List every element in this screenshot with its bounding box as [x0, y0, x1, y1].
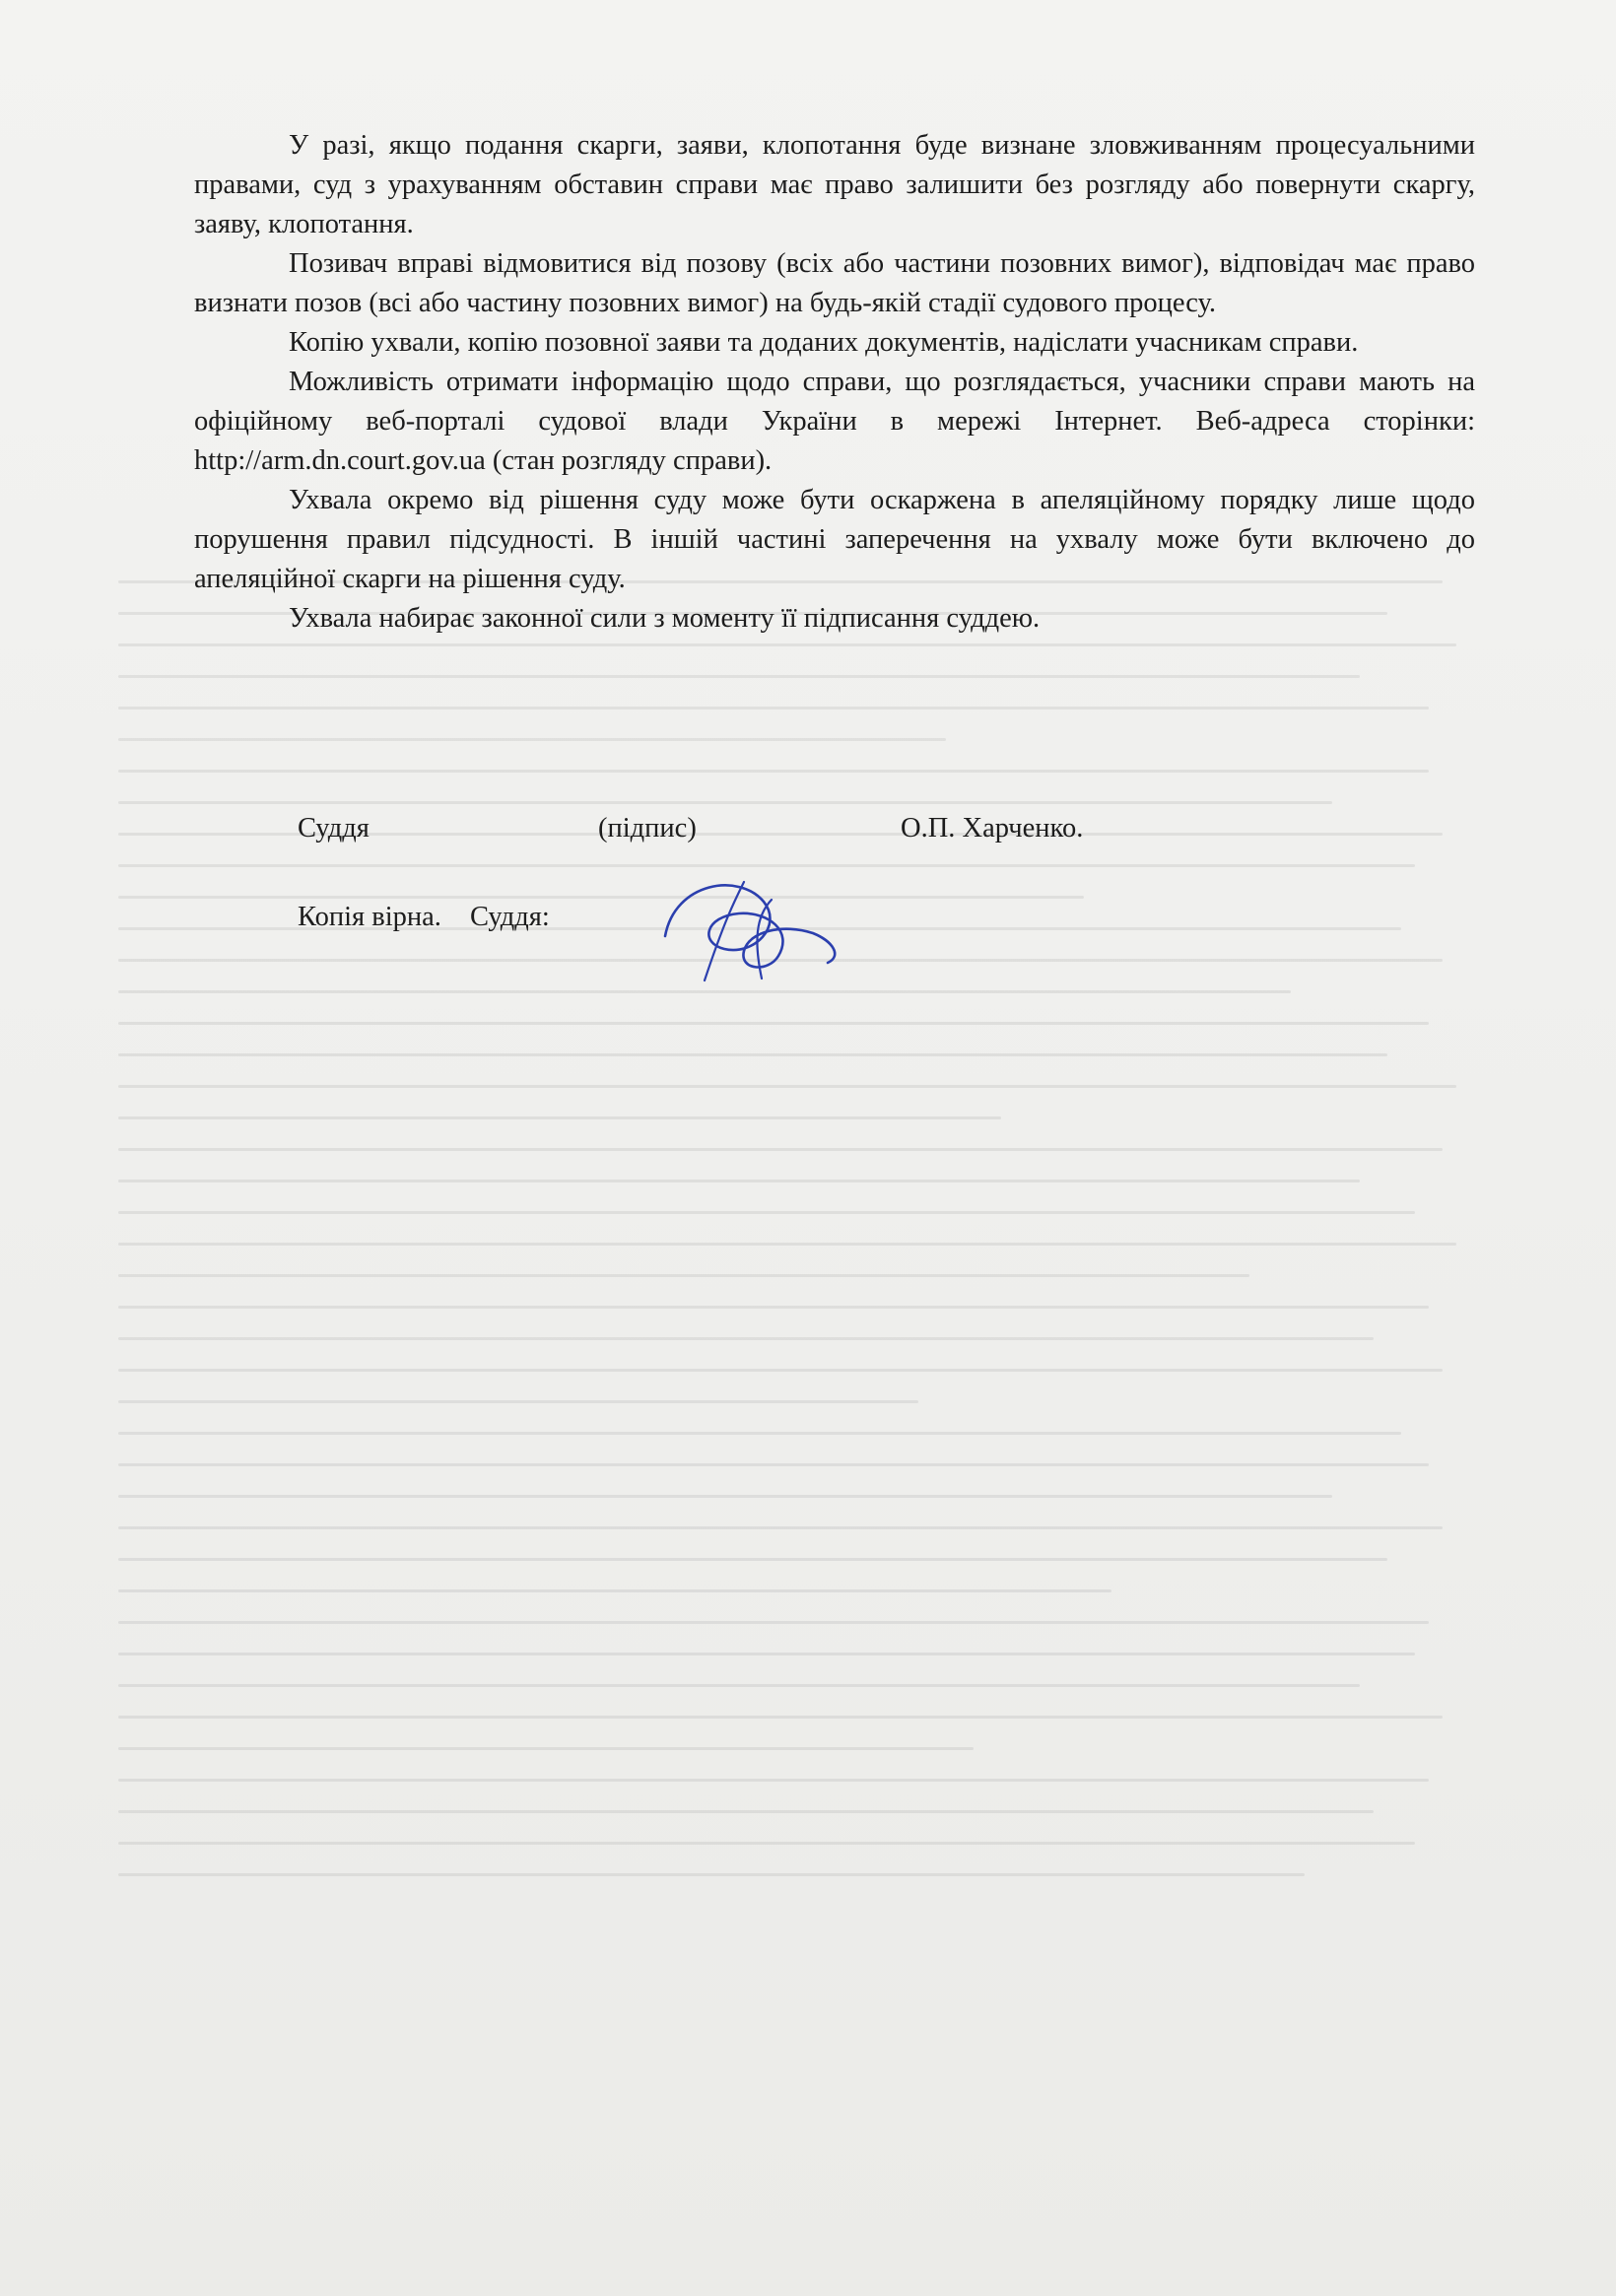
paragraph-copy-distribution: Копію ухвали, копію позовної заяви та доданих документів, надіслати учасникам справи.	[289, 327, 1359, 358]
paragraph-claim-withdrawal: Позивач вправі відмовитися від позову (всіх або частини позовних вимог), відповідач має право визнати позов (всі або частину позовних вимог) на будь-якій стадії судового процесу.	[194, 248, 1475, 318]
copy-certification	[298, 902, 572, 933]
judge-name: О.П. Харченко.	[901, 813, 1084, 844]
signed-label: (підпис)	[598, 813, 697, 844]
paragraph-appeal: Ухвала окремо від рішення суду може бути оскаржена в апеляційному порядку лише щодо порушення правил підсудності. В іншій частині заперечення на ухвалу може бути включено до апеляційної скарги на рішення суду.	[194, 485, 1475, 594]
copy-judge-label: Суддя:	[470, 902, 550, 932]
judge-label: Суддя	[298, 813, 370, 844]
copy-label: Копія вірна.	[298, 902, 441, 932]
bleed-through-text	[118, 552, 1498, 2089]
handwritten-signature	[645, 862, 862, 990]
paragraph-abuse-of-rights: У разі, якщо подання скарги, заяви, клопотання буде визнане зловживанням процесуальними правами, суд з урахуванням обставин справи має право залишити без розгляду або повернути скаргу, заяву, клопотання.	[194, 130, 1475, 239]
paragraph-web-portal: Можливість отримати інформацію щодо справи, що розглядається, учасники справи мають на офіційному веб-порталі судової влади України в мережі Інтернет. Веб-адреса сторінки: http://arm.dn.court.gov.ua (стан розгляду справи).	[194, 367, 1475, 476]
ruling-text	[194, 126, 1475, 639]
paragraph-effective: Ухвала набирає законної сили з моменту її підписання суддею.	[289, 603, 1041, 634]
signature-row	[298, 813, 1381, 856]
